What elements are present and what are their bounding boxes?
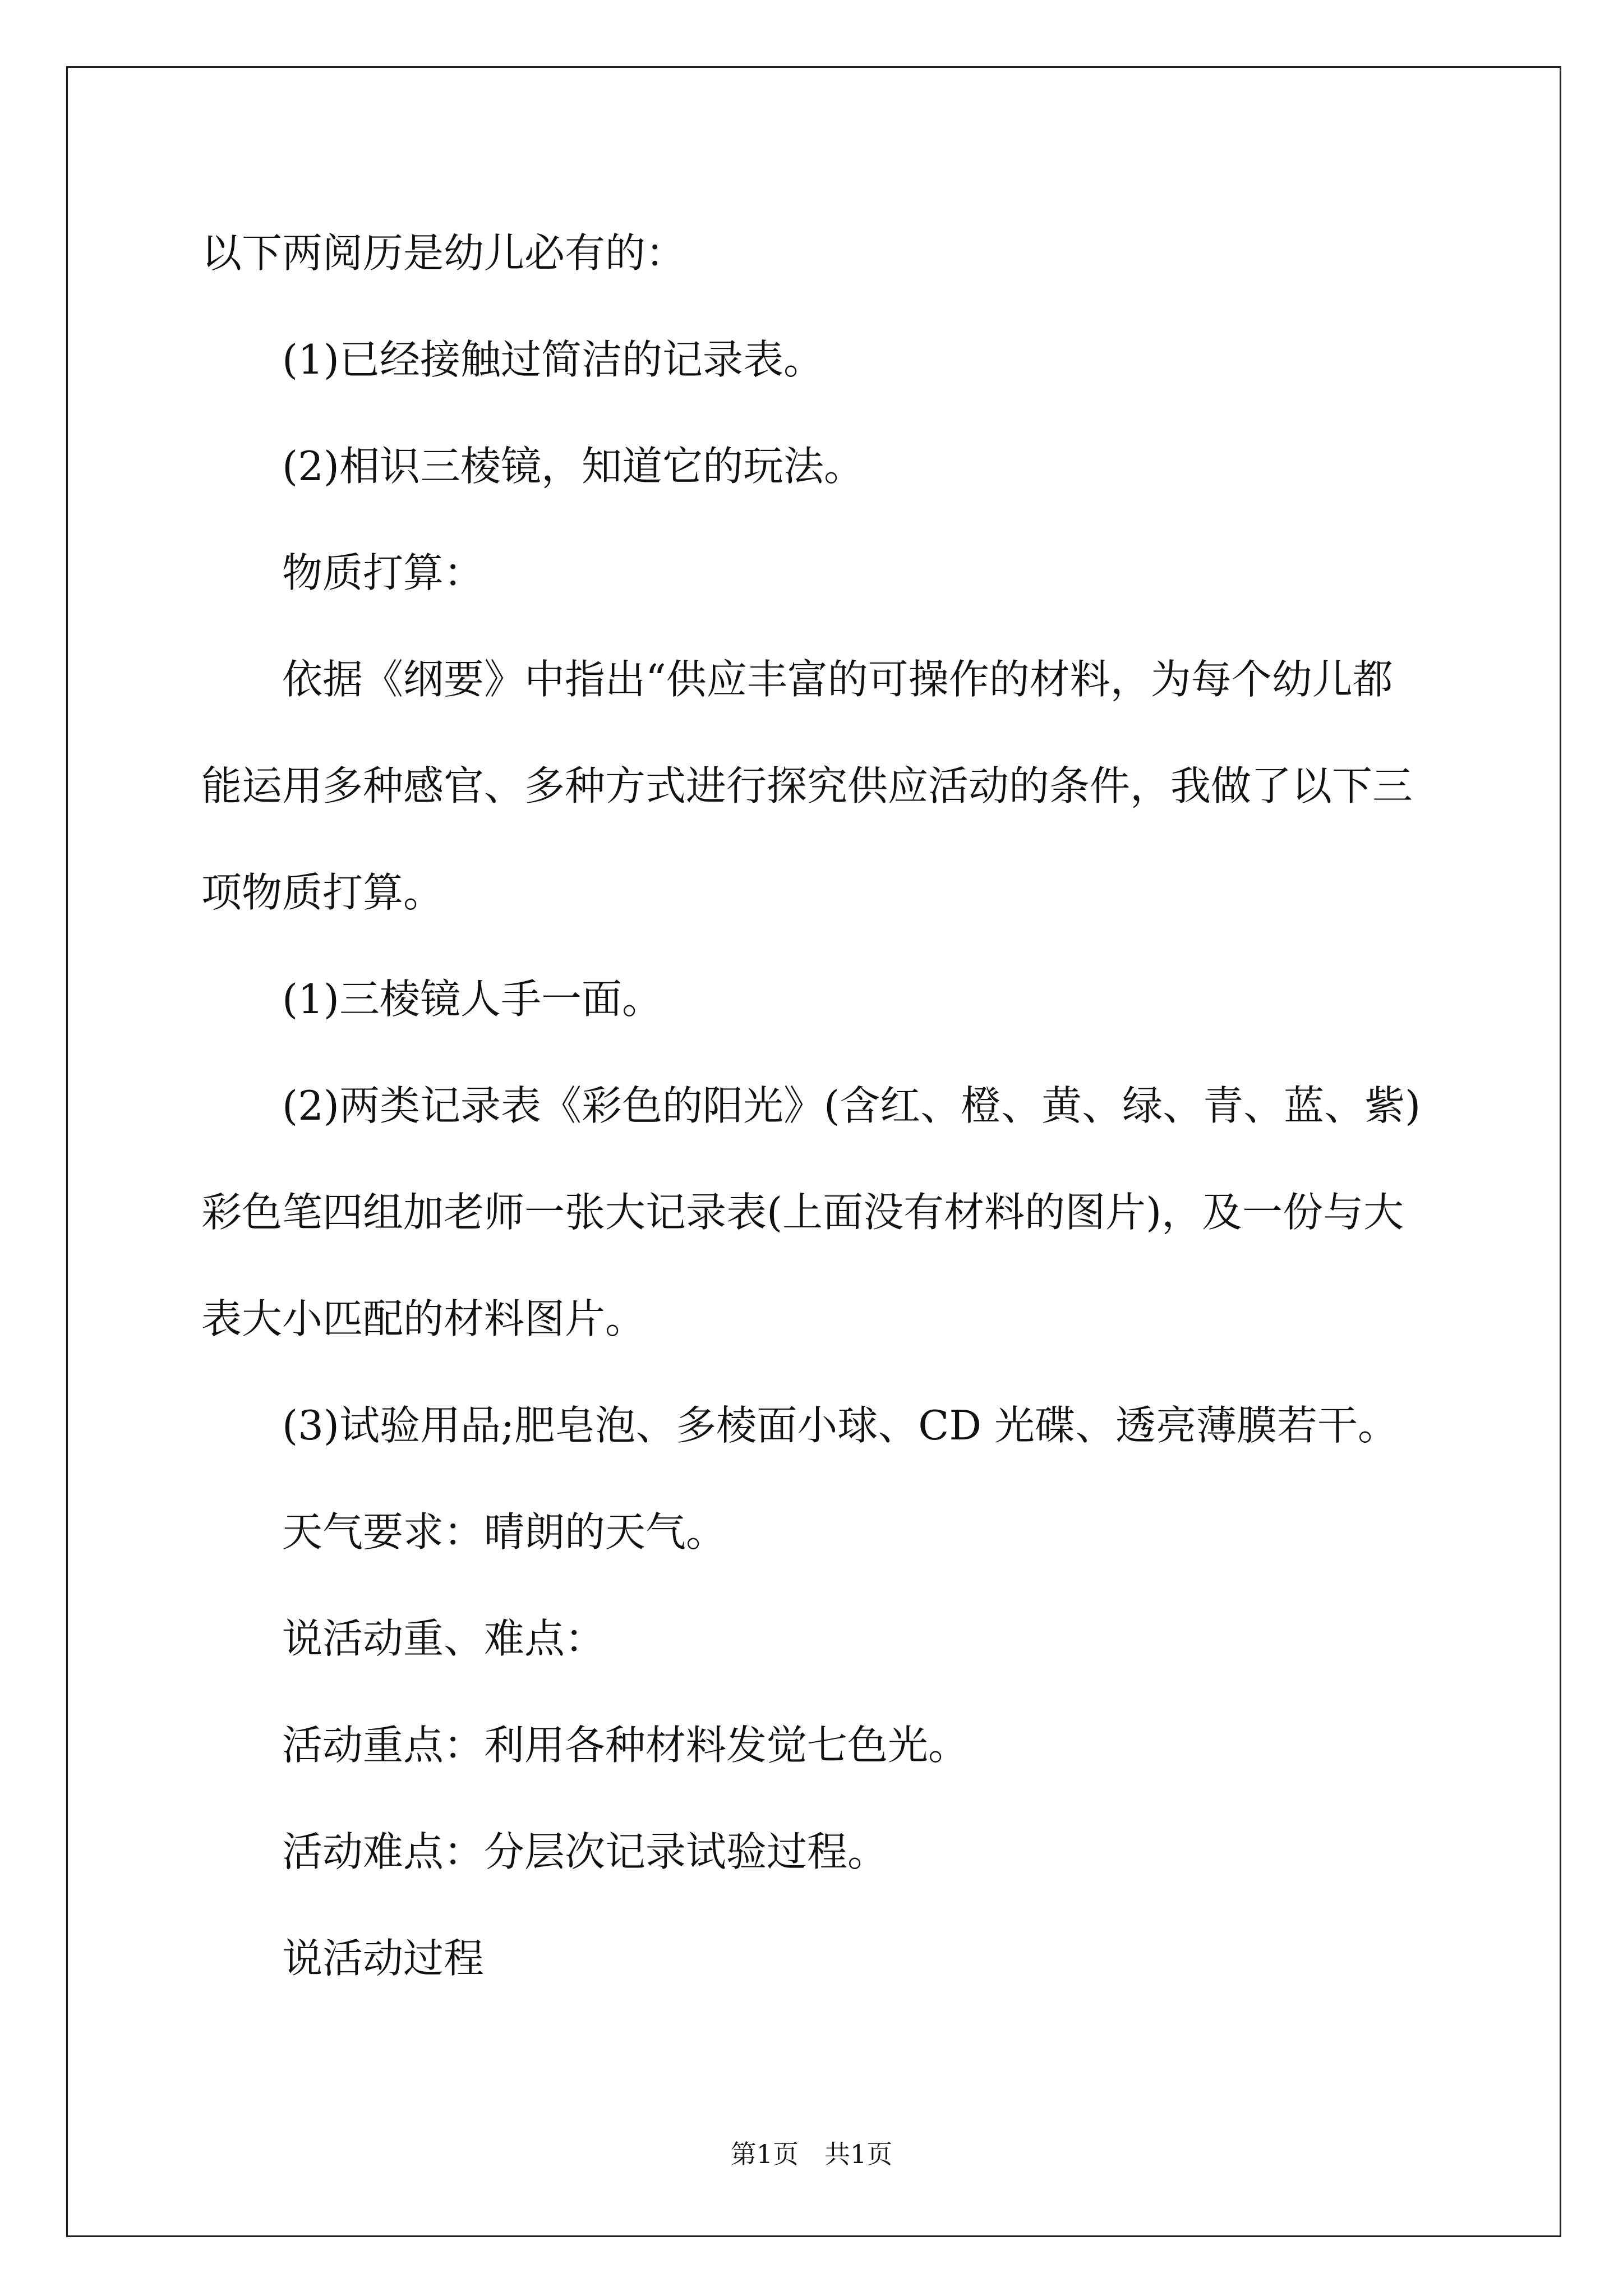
text-line: 天气要求：晴朗的天气。: [282, 1508, 727, 1556]
page-footer: 第1页 共1页: [730, 2139, 893, 2169]
text-line: 以下两阅历是幼儿必有的：: [201, 229, 686, 277]
text-line: (3)试验用品;肥皂泡、多棱面小球、CD 光碟、透亮薄膜若干。: [282, 1402, 1398, 1449]
text-line: 能运用多种感官、多种方式进行探究供应活动的条件，我做了以下三: [201, 762, 1413, 809]
text-line: 活动重点：利用各种材料发觉七色光。: [282, 1722, 969, 1769]
text-line: 物质打算：: [282, 549, 485, 596]
text-line: 彩色笔四组加老师一张大记录表(上面没有材料的图片)，及一份与大: [201, 1189, 1404, 1236]
text-line: 说活动重、难点：: [282, 1615, 606, 1662]
text-line: (1)已经接触过简洁的记录表。: [282, 336, 824, 383]
text-line: 项物质打算。: [201, 869, 444, 916]
text-line: 依据《纲要》中指出“供应丰富的可操作的材料，为每个幼儿都: [282, 656, 1393, 703]
text-line: 说活动过程: [282, 1935, 485, 1982]
text-line: (1)三棱镜人手一面。: [282, 976, 662, 1023]
page-border: [66, 66, 1561, 2237]
text-line: 活动难点：分层次记录试验过程。: [282, 1828, 888, 1875]
text-line: (2)两类记录表《彩色的阳光》(含红、橙、黄、绿、青、蓝、紫): [282, 1082, 1421, 1129]
text-line: (2)相识三棱镜，知道它的玩法。: [282, 443, 864, 490]
text-line: 表大小匹配的材料图片。: [201, 1295, 646, 1342]
